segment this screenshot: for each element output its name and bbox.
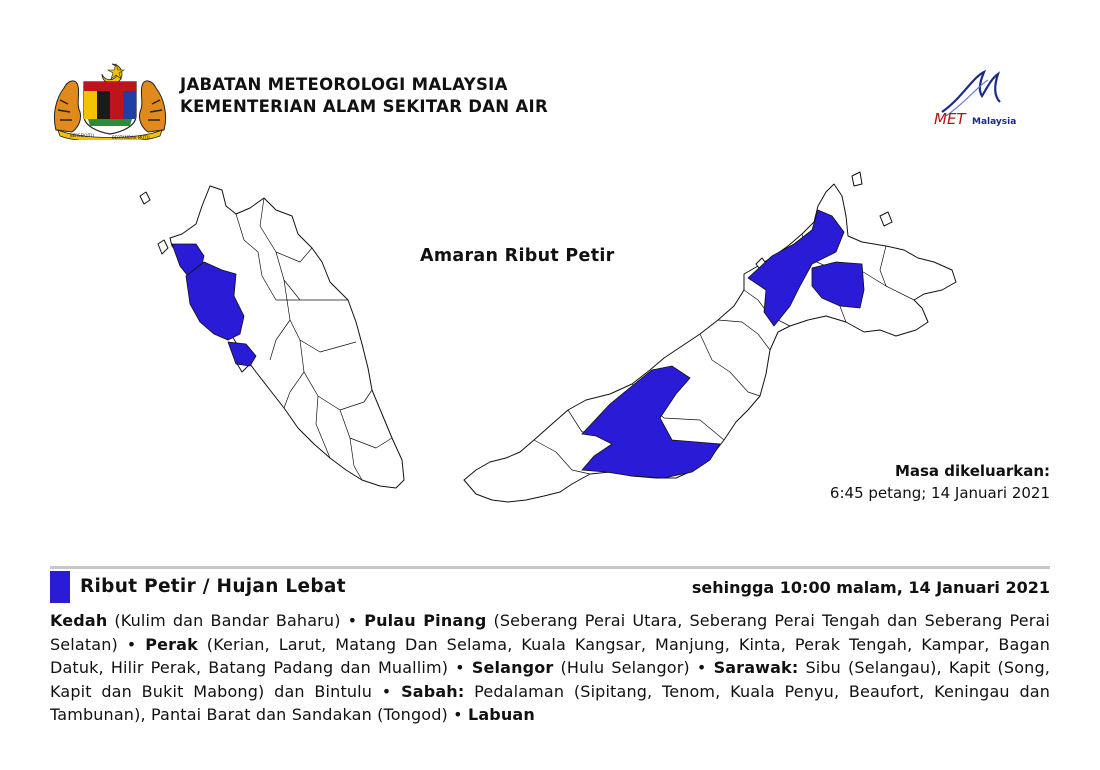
svg-text:BERSEKUTU: BERSEKUTU bbox=[70, 133, 94, 138]
map-title: Amaran Ribut Petir bbox=[420, 246, 615, 266]
area-state: Kedah bbox=[50, 611, 108, 630]
issued-time-label: Masa dikeluarkan: bbox=[894, 462, 1050, 480]
area-state: Selangor bbox=[471, 658, 554, 677]
warning-valid-until: sehingga 10:00 malam, 14 Januari 2021 bbox=[691, 578, 1050, 597]
svg-text:BERTAMBAH MUTU: BERTAMBAH MUTU bbox=[112, 135, 150, 140]
section-divider bbox=[50, 566, 1050, 569]
org-line-2: KEMENTERIAN ALAM SEKITAR DAN AIR bbox=[180, 97, 548, 116]
area-state: Labuan bbox=[467, 705, 535, 724]
area-districts: (Kerian, Larut, Matang Dan Selama, Kuala Kangsar, Manjung, Kinta, Perak Tengah, Kampar, Bagan Datuk, Hilir Perak, Batang Padang dan Muallim) • bbox=[50, 634, 1050, 677]
area-state: Perak bbox=[145, 634, 198, 654]
org-line-1: JABATAN METEOROLOGI MALAYSIA bbox=[180, 75, 508, 94]
warning-type-label: Ribut Petir / Hujan Lebat bbox=[80, 576, 346, 597]
area-state: Sabah: bbox=[401, 681, 465, 701]
area-state: Sarawak: bbox=[713, 658, 799, 677]
area-districts: (Seberang Perai Utara, Seberang Perai Tengah dan Seberang Perai Selatan) • bbox=[50, 611, 1051, 654]
area-districts: Sibu (Selangau), Kapit (Song, Kapit dan Bukit Mabong) dan Bintulu • bbox=[50, 658, 1050, 701]
area-districts: Pedalaman (Sipitang, Tenom, Kuala Penyu, Beaufort, Keningau dan Tambunan), Pantai Barat dan Sandakan (Tongod) • bbox=[50, 681, 1050, 724]
area-districts: (Hulu Selangor) • bbox=[553, 658, 714, 677]
svg-text:Malaysia: Malaysia bbox=[972, 117, 1017, 127]
peninsular-malaysia bbox=[170, 186, 404, 488]
area-districts: (Kulim dan Bandar Baharu) • bbox=[107, 611, 365, 630]
area-state: Pulau Pinang bbox=[364, 611, 487, 630]
issued-time-value: 6:45 petang; 14 Januari 2021 bbox=[829, 484, 1050, 502]
alert-region-perak bbox=[186, 262, 244, 340]
legend-color-swatch bbox=[50, 571, 70, 603]
affected-areas bbox=[50, 609, 1050, 727]
svg-text:MET: MET bbox=[934, 110, 966, 128]
